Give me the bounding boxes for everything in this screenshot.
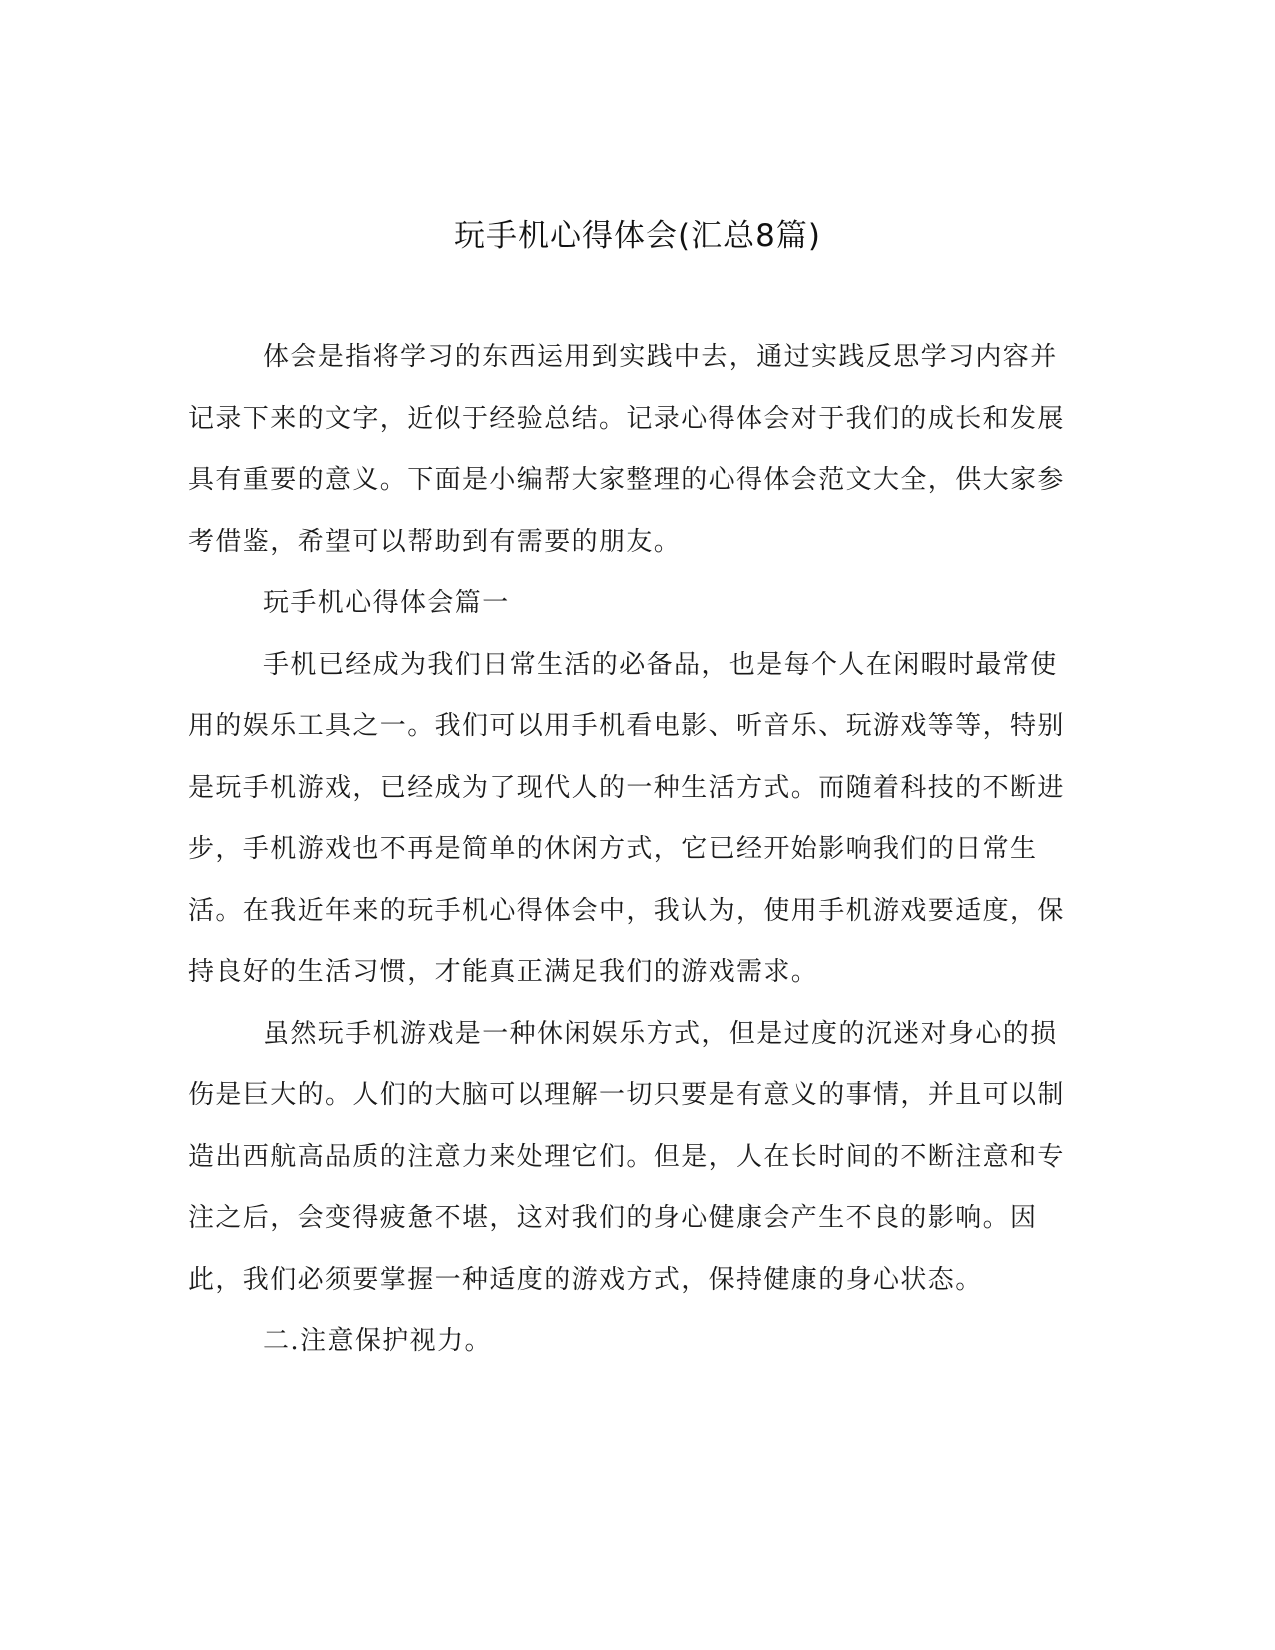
section-heading: 玩手机心得体会篇一	[263, 588, 510, 618]
body-paragraph: 虽然玩手机游戏是一种休闲娱乐方式，但是过度的沉迷对身心的损伤是巨大的。人们的大脑可以理解一切只要是有意义的事情，并且可以制造出西航高品质的注意力来处理它们。但是，人在长时间的不断注意和专注之后，会变得疲惫不堪，这对我们的身心健康会产生不良的影响。因此，我们必须要掌握一种适度的游戏方式，保持健康的身心状态。	[188, 1018, 1065, 1295]
body-paragraph: 手机已经成为我们日常生活的必备品，也是每个人在闲暇时最常使用的娱乐工具之一。我们可以用手机看电影、听音乐、玩游戏等等，特别是玩手机游戏，已经成为了现代人的一种生活方式。而随着科技的不断进步，手机游戏也不再是简单的休闲方式，它已经开始影响我们的日常生活。在我近年来的玩手机心得体会中，我认为，使用手机游戏要适度，保持良好的生活习惯，才能真正满足我们的游戏需求。	[188, 649, 1065, 987]
document-title: 玩手机心得体会(汇总8篇)	[454, 218, 821, 254]
document-body	[188, 327, 1068, 1373]
intro-paragraph: 体会是指将学习的东西运用到实践中去，通过实践反思学习内容并记录下来的文字，近似于经验总结。记录心得体会对于我们的成长和发展具有重要的意义。下面是小编帮大家整理的心得体会范文大全，供大家参考借鉴，希望可以帮助到有需要的朋友。	[188, 342, 1065, 557]
sub-heading: 二.注意保护视力。	[263, 1326, 492, 1356]
